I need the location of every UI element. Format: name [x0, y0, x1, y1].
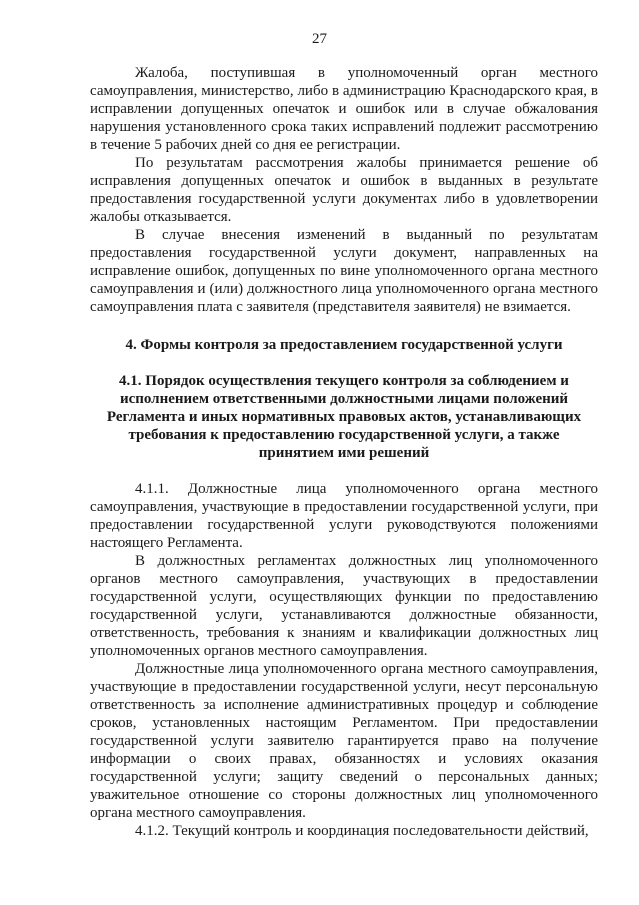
paragraph-personal-responsibility: Должностные лица уполномоченного органа местного самоуправления, участвующие в предоставлении государственной услуги, несут персональную ответственность за исполнение административных процедур и соблюдение сроков, установленных настоящим Регламентом. При предоставлении государственной услуги заявителю гарантируется право на получение информации о своих правах, обязанностях и условиях оказания государственной услуги; защиту сведений о персональных данных; уважительное отношение со стороны должностных лиц уполномоченного органа местного самоуправления. [90, 661, 598, 821]
section-heading: 4. Формы контроля за предоставлением государственной услуги [125, 337, 563, 353]
paragraph-fee-exemption: В случае внесения изменений в выданный по результатам предоставления государственной услуги документ, направленных на исправление ошибок, допущенных по вине уполномоченного органа местного самоуправления и (или) должностного лица уполномоченного органа местного самоуправления плата с заявителя (представителя заявителя) не взимается. [90, 227, 598, 315]
subsection-heading: 4.1. Порядок осуществления текущего контроля за соблюдением и исполнением ответственными должностными лицами положений Регламента и иных нормативных правовых актов, устанавливающих требования к предоставлению государственной услуги, а также принятием ими решений [106, 373, 582, 461]
paragraph-complaint-review: Жалоба, поступившая в уполномоченный орган местного самоуправления, министерство, либо в администрацию Краснодарского края, в исправлении допущенных опечаток и ошибок или в случае обжалования нарушения установленного срока таких исправлений подлежит рассмотрению в течение 5 рабочих дней со дня ее регистрации. [90, 65, 598, 153]
paragraph-4-1-1: 4.1.1. Должностные лица уполномоченного органа местного самоуправления, участвующие в предоставлении государственной услуги, при предоставлении государственной услуги руководствуются положениями настоящего Регламента. [90, 481, 598, 551]
page-number: 27 [312, 31, 327, 47]
document-body [90, 64, 598, 840]
paragraph-complaint-decision: По результатам рассмотрения жалобы принимается решение об исправления допущенных опечаток и ошибок в выданных в результате предоставления государственной услуги документах либо в удовлетворении жалобы отказывается. [90, 155, 598, 225]
paragraph-job-regulations: В должностных регламентах должностных лиц уполномоченного органов местного самоуправления, участвующих в предоставлении государственной услуги, осуществляющих функции по предоставлению государственной услуги, устанавливаются должностные обязанности, ответственность, требования к знаниям и квалификации должностных лиц уполномоченных органов местного самоуправления. [90, 553, 598, 659]
paragraph-4-1-2: 4.1.2. Текущий контроль и координация последовательности действий, [135, 823, 589, 839]
